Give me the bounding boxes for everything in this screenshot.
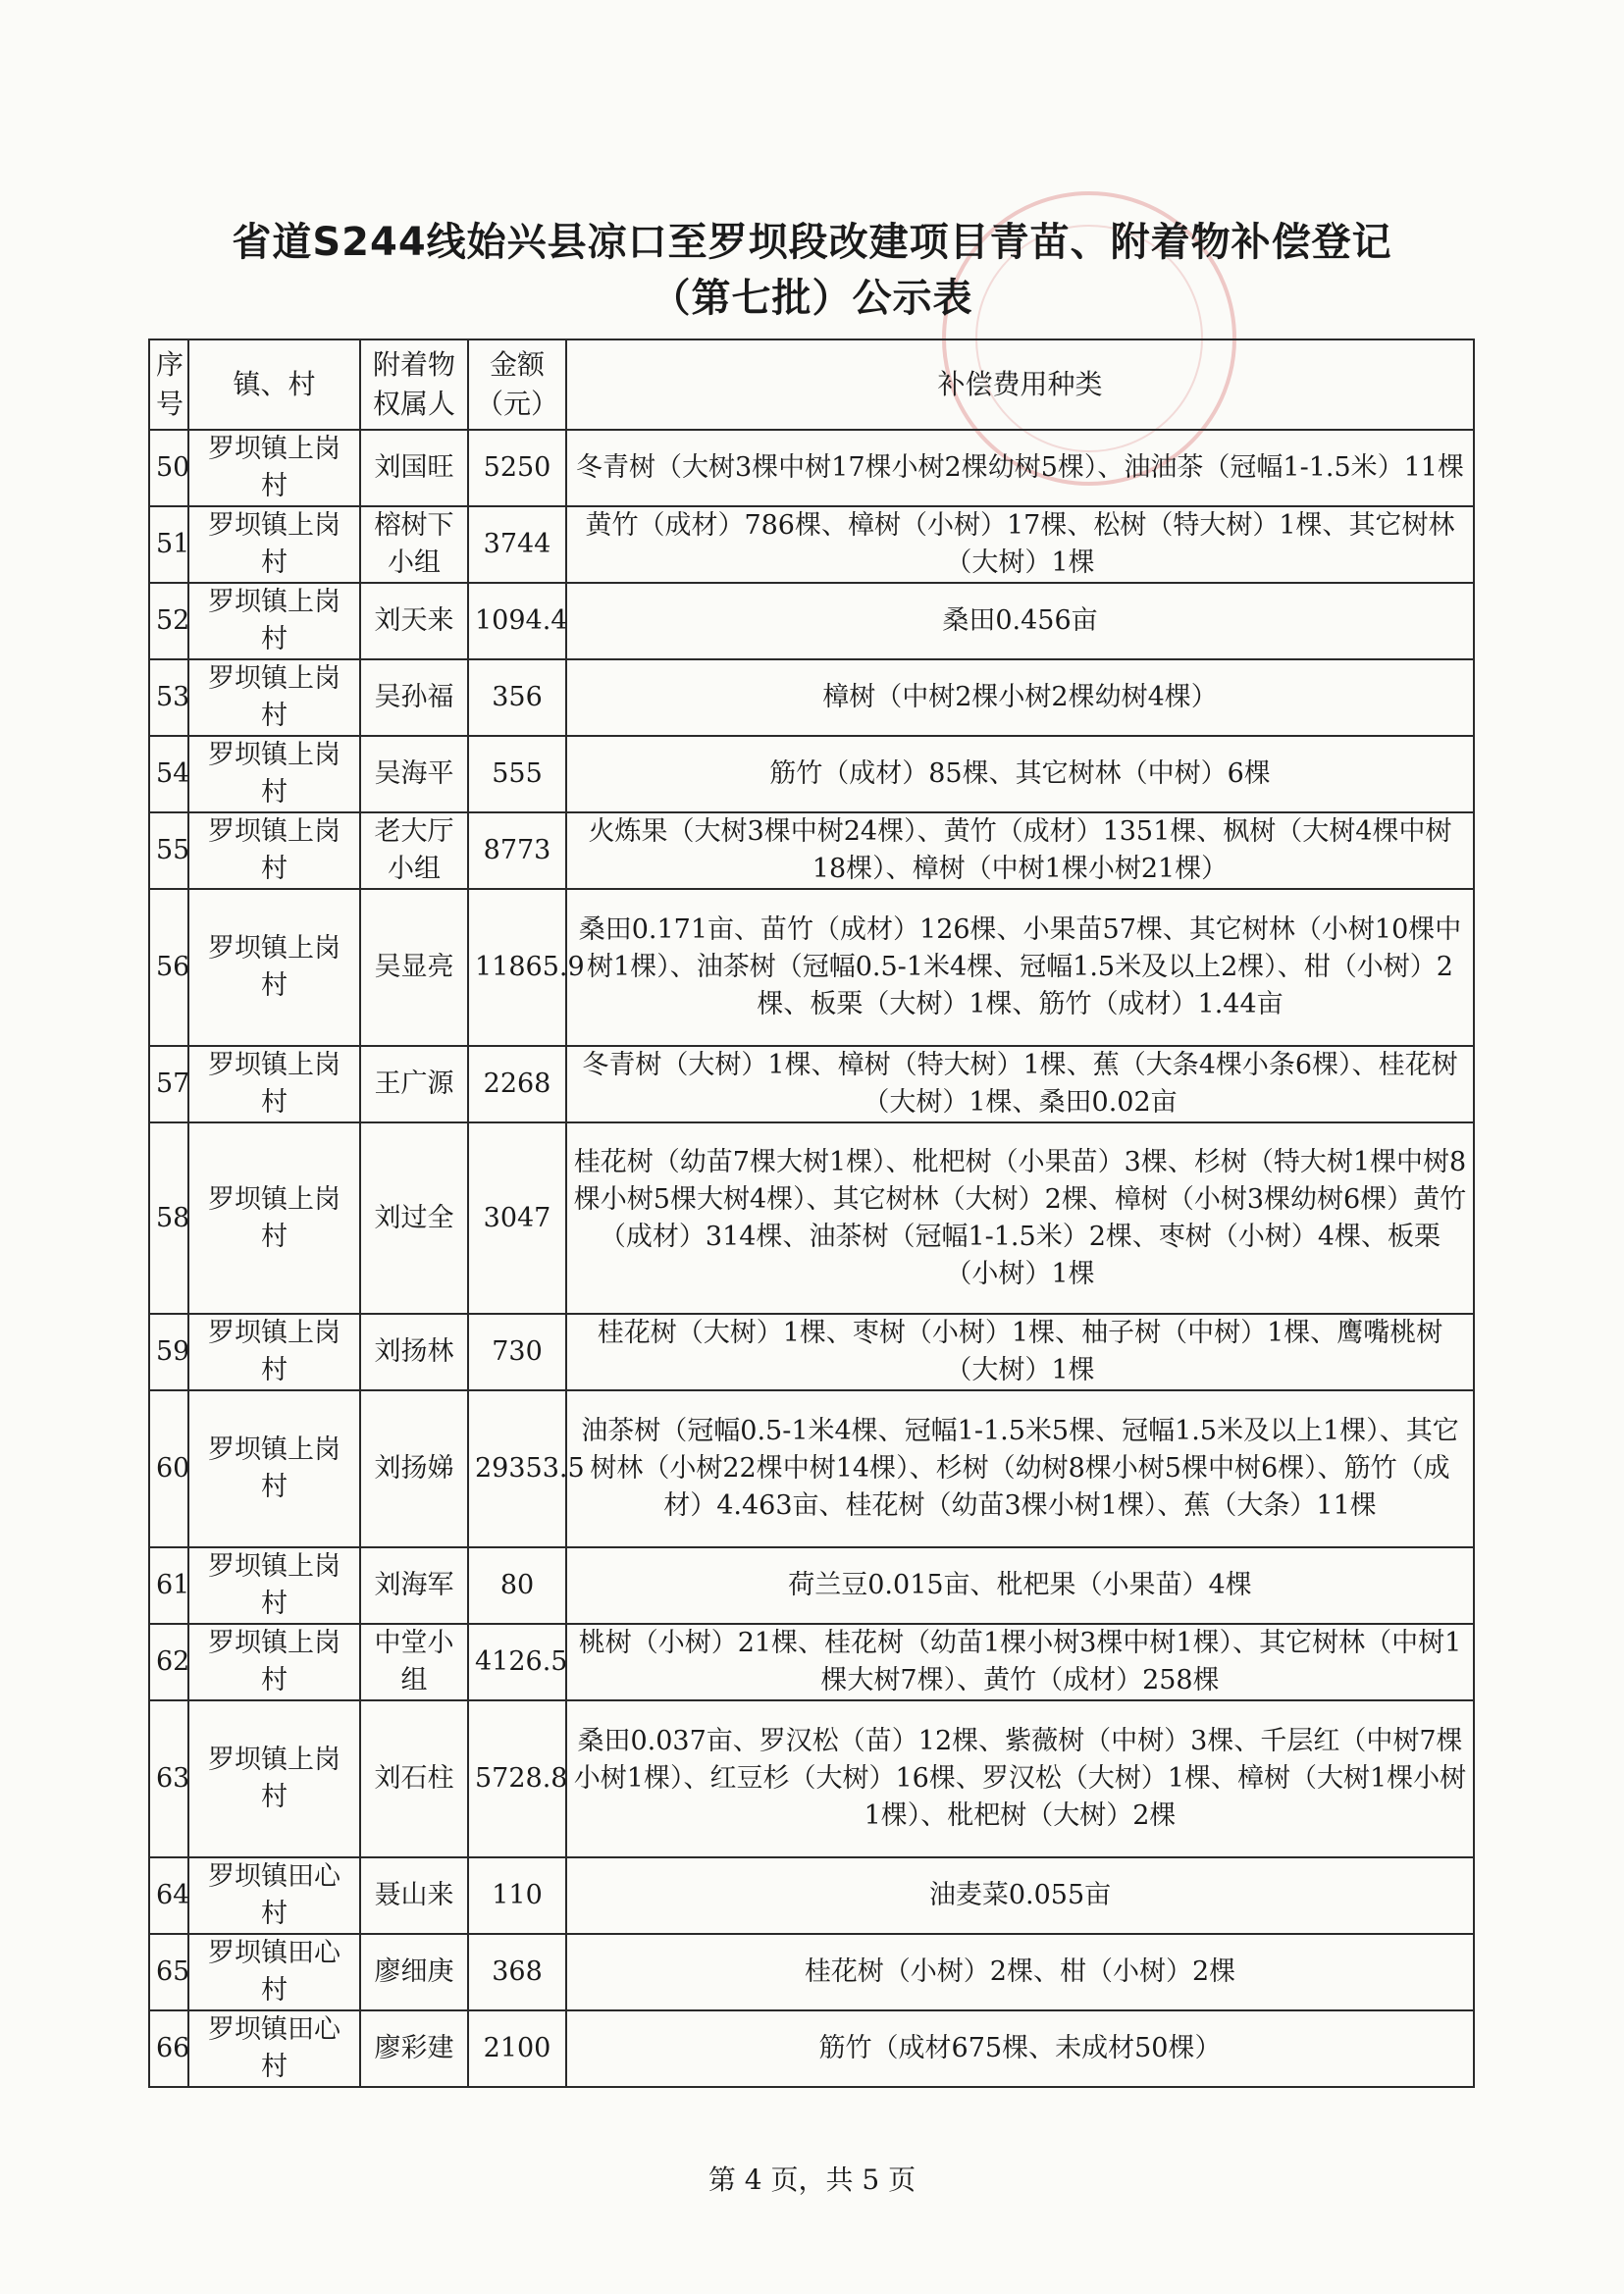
- row-desc: 桂花树（大树）1棵、枣树（小树）1棵、柚子树（中树）1棵、鹰嘴桃树（大树）1棵: [566, 1314, 1474, 1390]
- table-row: [149, 889, 1474, 1046]
- row-town: 罗坝镇上岗村: [188, 1624, 360, 1700]
- row-owner: 刘扬娣: [360, 1390, 468, 1547]
- table-row: [149, 736, 1474, 812]
- row-owner: 老大厅小组: [360, 812, 468, 889]
- row-no: 50: [149, 430, 188, 506]
- row-owner: 吴孙福: [360, 659, 468, 736]
- row-no: 55: [149, 812, 188, 889]
- row-desc: 筋竹（成材675棵、未成材50棵）: [566, 2010, 1474, 2087]
- row-amount: 356: [468, 659, 566, 736]
- row-owner: 刘扬林: [360, 1314, 468, 1390]
- row-no: 56: [149, 889, 188, 1046]
- row-town: 罗坝镇上岗村: [188, 1700, 360, 1857]
- row-amount: 368: [468, 1934, 566, 2010]
- table-row: [149, 506, 1474, 583]
- row-owner: 刘石柱: [360, 1700, 468, 1857]
- row-town: 罗坝镇上岗村: [188, 1390, 360, 1547]
- row-amount: 80: [468, 1547, 566, 1624]
- row-town: 罗坝镇上岗村: [188, 583, 360, 659]
- table-row: [149, 1857, 1474, 1934]
- row-owner: 刘天来: [360, 583, 468, 659]
- row-owner: 廖彩建: [360, 2010, 468, 2087]
- table-row: [149, 583, 1474, 659]
- row-owner: 刘过全: [360, 1122, 468, 1314]
- row-town: 罗坝镇田心村: [188, 1934, 360, 2010]
- header-amount: 金额（元）: [468, 339, 566, 430]
- row-desc: 桂花树（幼苗7棵大树1棵）、枇杷树（小果苗）3棵、杉树（特大树1棵中树8棵小树5棵大树4棵）、其它树林（大树）2棵、樟树（小树3棵幼树6棵）黄竹（成材）314棵、油茶树（冠幅1-1.5米）2棵、枣树（小树）4棵、板栗（小树）1棵: [566, 1122, 1474, 1314]
- table-row: [149, 1390, 1474, 1547]
- row-amount: 29353.5: [468, 1390, 566, 1547]
- row-no: 61: [149, 1547, 188, 1624]
- row-amount: 2100: [468, 2010, 566, 2087]
- table-row: [149, 1700, 1474, 1857]
- row-owner: 王广源: [360, 1046, 468, 1122]
- row-owner: 廖细庚: [360, 1934, 468, 2010]
- table-row: [149, 812, 1474, 889]
- table-row: [149, 1314, 1474, 1390]
- row-amount: 11865.9: [468, 889, 566, 1046]
- row-town: 罗坝镇上岗村: [188, 430, 360, 506]
- page-footer: 第 4 页，共 5 页: [707, 2164, 917, 2196]
- row-no: 53: [149, 659, 188, 736]
- row-amount: 4126.5: [468, 1624, 566, 1700]
- row-owner: 刘国旺: [360, 430, 468, 506]
- page-title: 省道S244线始兴县凉口至罗坝段改建项目青苗、附着物补偿登记: [232, 220, 1392, 265]
- header-town: 镇、村: [188, 339, 360, 430]
- row-desc: 桑田0.456亩: [566, 583, 1474, 659]
- row-amount: 8773: [468, 812, 566, 889]
- row-no: 52: [149, 583, 188, 659]
- row-desc: 桃树（小树）21棵、桂花树（幼苗1棵小树3棵中树1棵）、其它树林（中树1棵大树7棵）、黄竹（成材）258棵: [566, 1624, 1474, 1700]
- row-town: 罗坝镇上岗村: [188, 812, 360, 889]
- row-amount: 3744: [468, 506, 566, 583]
- row-no: 63: [149, 1700, 188, 1857]
- row-desc: 樟树（中树2棵小树2棵幼树4棵）: [566, 659, 1474, 736]
- row-amount: 3047: [468, 1122, 566, 1314]
- row-amount: 5728.8: [468, 1700, 566, 1857]
- row-desc: 桂花树（小树）2棵、柑（小树）2棵: [566, 1934, 1474, 2010]
- row-no: 65: [149, 1934, 188, 2010]
- row-desc: 荷兰豆0.015亩、枇杷果（小果苗）4棵: [566, 1547, 1474, 1624]
- table-row: [149, 1624, 1474, 1700]
- row-town: 罗坝镇上岗村: [188, 1314, 360, 1390]
- table-header-row: [149, 339, 1474, 430]
- table-row: [149, 1934, 1474, 2010]
- row-no: 58: [149, 1122, 188, 1314]
- row-no: 57: [149, 1046, 188, 1122]
- row-amount: 730: [468, 1314, 566, 1390]
- row-no: 66: [149, 2010, 188, 2087]
- header-type: 补偿费用种类: [566, 339, 1474, 430]
- row-amount: 555: [468, 736, 566, 812]
- header-no: 序号: [149, 339, 188, 430]
- table-row: [149, 1547, 1474, 1624]
- row-owner: 吴显亮: [360, 889, 468, 1046]
- row-no: 64: [149, 1857, 188, 1934]
- row-desc: 油麦菜0.055亩: [566, 1857, 1474, 1934]
- row-no: 62: [149, 1624, 188, 1700]
- table-row: [149, 2010, 1474, 2087]
- row-no: 60: [149, 1390, 188, 1547]
- row-town: 罗坝镇上岗村: [188, 1122, 360, 1314]
- row-town: 罗坝镇田心村: [188, 2010, 360, 2087]
- table-row: [149, 1046, 1474, 1122]
- table-row: [149, 659, 1474, 736]
- row-owner: 榕树下小组: [360, 506, 468, 583]
- header-owner: 附着物权属人: [360, 339, 468, 430]
- row-town: 罗坝镇上岗村: [188, 506, 360, 583]
- table-row: [149, 1122, 1474, 1314]
- row-town: 罗坝镇上岗村: [188, 1046, 360, 1122]
- row-no: 59: [149, 1314, 188, 1390]
- row-amount: 2268: [468, 1046, 566, 1122]
- row-amount: 110: [468, 1857, 566, 1934]
- row-owner: 聂山来: [360, 1857, 468, 1934]
- row-desc: 油茶树（冠幅0.5-1米4棵、冠幅1-1.5米5棵、冠幅1.5米及以上1棵）、其它树林（小树22棵中树14棵）、杉树（幼树8棵小树5棵中树6棵）、筋竹（成材）4.463亩、桂花树（幼苗3棵小树1棵）、蕉（大条）11棵: [566, 1390, 1474, 1547]
- row-no: 54: [149, 736, 188, 812]
- row-desc: 冬青树（大树）1棵、樟树（特大树）1棵、蕉（大条4棵小条6棵）、桂花树（大树）1棵、桑田0.02亩: [566, 1046, 1474, 1122]
- row-amount: 1094.4: [468, 583, 566, 659]
- table-row: [149, 430, 1474, 506]
- row-owner: 刘海军: [360, 1547, 468, 1624]
- row-town: 罗坝镇上岗村: [188, 1547, 360, 1624]
- row-desc: 黄竹（成材）786棵、樟树（小树）17棵、松树（特大树）1棵、其它树林（大树）1棵: [566, 506, 1474, 583]
- row-owner: 吴海平: [360, 736, 468, 812]
- row-town: 罗坝镇上岗村: [188, 889, 360, 1046]
- row-amount: 5250: [468, 430, 566, 506]
- row-no: 51: [149, 506, 188, 583]
- row-desc: 火炼果（大树3棵中树24棵）、黄竹（成材）1351棵、枫树（大树4棵中树18棵）、樟树（中树1棵小树21棵）: [566, 812, 1474, 889]
- row-desc: 桑田0.037亩、罗汉松（苗）12棵、紫薇树（中树）3棵、千层红（中树7棵小树1棵）、红豆杉（大树）16棵、罗汉松（大树）1棵、樟树（大树1棵小树1棵）、枇杷树（大树）2棵: [566, 1700, 1474, 1857]
- compensation-table: [148, 339, 1475, 2088]
- page-subtitle: （第七批）公示表: [651, 276, 973, 321]
- row-owner: 中堂小组: [360, 1624, 468, 1700]
- row-desc: 冬青树（大树3棵中树17棵小树2棵幼树5棵）、油油茶（冠幅1-1.5米）11棵: [566, 430, 1474, 506]
- row-town: 罗坝镇上岗村: [188, 659, 360, 736]
- row-town: 罗坝镇田心村: [188, 1857, 360, 1934]
- row-town: 罗坝镇上岗村: [188, 736, 360, 812]
- row-desc: 桑田0.171亩、苗竹（成材）126棵、小果苗57棵、其它树林（小树10棵中树1棵）、油茶树（冠幅0.5-1米4棵、冠幅1.5米及以上2棵）、柑（小树）2棵、板栗（大树）1棵、筋竹（成材）1.44亩: [566, 889, 1474, 1046]
- row-desc: 筋竹（成材）85棵、其它树林（中树）6棵: [566, 736, 1474, 812]
